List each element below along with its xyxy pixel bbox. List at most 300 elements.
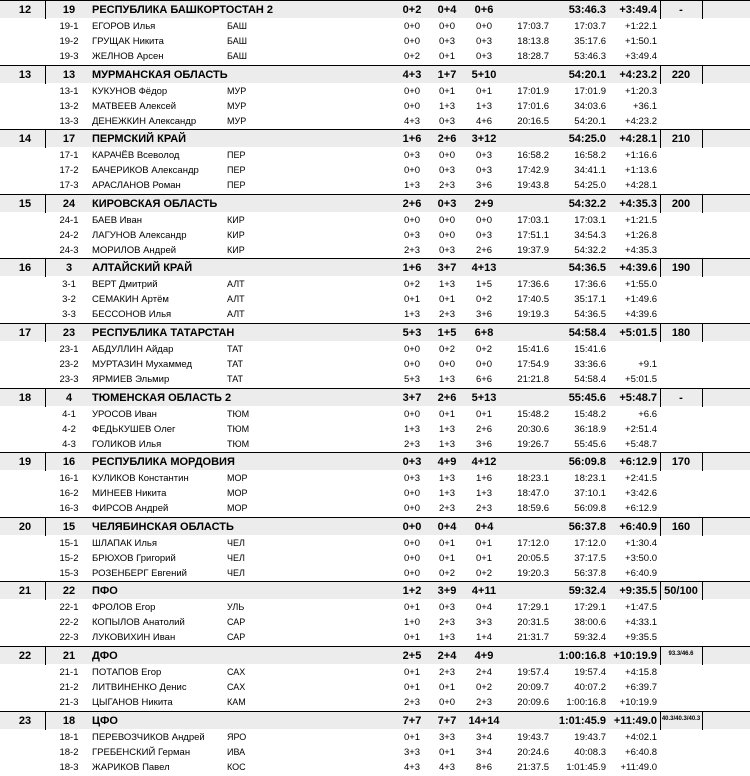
- column-divider: [45, 1, 46, 19]
- column-divider: [45, 518, 46, 536]
- athlete-shooting-total: 3+4: [475, 747, 493, 758]
- athlete-bib: 4-2: [62, 424, 76, 435]
- athlete-name: ЦЫГАНОВ Никита: [92, 697, 173, 708]
- column-divider: [660, 130, 661, 148]
- athlete-region: МУР: [227, 86, 247, 96]
- athlete-leg-time: 19:43.8: [517, 180, 549, 191]
- team-shooting-total: 0+6: [474, 4, 494, 16]
- athlete-shooting-standing: 0+1: [438, 86, 456, 97]
- athlete-time-behind: +6:12.9: [625, 503, 657, 514]
- athlete-time-behind: +3:50.0: [625, 553, 657, 564]
- athlete-leg-time: 19:43.7: [517, 732, 549, 743]
- athlete-shooting-prone: 0+2: [403, 279, 421, 290]
- athlete-time-behind: +2:41.5: [625, 473, 657, 484]
- athlete-shooting-total: 0+3: [475, 165, 493, 176]
- athlete-name: СЕМАКИН Артём: [92, 294, 169, 305]
- athlete-time-behind: +4:33.1: [625, 617, 657, 628]
- column-divider: [660, 324, 661, 342]
- athlete-cumulative-time: 16:58.2: [574, 150, 606, 161]
- athlete-name: КАРАЧЁВ Всеволод: [92, 150, 180, 161]
- athlete-row: [0, 19, 750, 34]
- athlete-name: ЖАРИКОВ Павел: [92, 762, 170, 773]
- team-place: 19: [18, 456, 32, 468]
- athlete-shooting-standing: 0+3: [438, 116, 456, 127]
- team-time: 59:32.4: [568, 585, 606, 597]
- athlete-time-behind: +11:49.0: [620, 762, 657, 773]
- team-points: 50/100: [664, 585, 698, 597]
- team-place: 15: [18, 198, 32, 210]
- athlete-shooting-total: 0+1: [475, 538, 493, 549]
- column-divider: [660, 582, 661, 600]
- team-shooting-total: 4+9: [474, 650, 494, 662]
- athlete-shooting-standing: 0+1: [438, 538, 456, 549]
- athlete-row: [0, 600, 750, 615]
- team-shooting-prone: 3+7: [402, 392, 422, 404]
- team-shooting-prone: 7+7: [402, 715, 422, 727]
- team-shooting-prone: 5+3: [402, 327, 422, 339]
- team-time: 54:58.4: [568, 327, 606, 339]
- team-bib: 3: [65, 262, 73, 274]
- team-row: [0, 129, 750, 147]
- team-time-behind: +4:39.6: [619, 262, 657, 274]
- athlete-shooting-total: 0+3: [475, 51, 493, 62]
- athlete-shooting-total: 2+6: [475, 245, 493, 256]
- athlete-bib: 4-1: [62, 409, 76, 420]
- athlete-bib: 24-2: [59, 230, 79, 241]
- athlete-shooting-total: 2+3: [475, 697, 493, 708]
- athlete-time-behind: +4:28.1: [625, 180, 657, 191]
- athlete-shooting-standing: 0+0: [438, 21, 456, 32]
- athlete-shooting-total: 0+4: [475, 602, 493, 613]
- athlete-leg-time: 17:12.0: [517, 538, 549, 549]
- athlete-time-behind: +9.1: [638, 359, 657, 370]
- athlete-cumulative-time: 15:48.2: [574, 409, 606, 420]
- athlete-region: ПЕР: [227, 165, 246, 175]
- athlete-bib: 4-3: [62, 439, 76, 450]
- team-shooting-standing: 0+4: [437, 521, 457, 533]
- athlete-shooting-prone: 0+0: [403, 344, 421, 355]
- athlete-shooting-standing: 0+1: [438, 747, 456, 758]
- athlete-shooting-prone: 0+0: [403, 101, 421, 112]
- team-shooting-total: 6+8: [474, 327, 494, 339]
- team-time-behind: +6:40.9: [619, 521, 657, 533]
- athlete-cumulative-time: 38:00.6: [574, 617, 606, 628]
- athlete-leg-time: 19:20.3: [517, 568, 549, 579]
- team-name: ТЮМЕНСКАЯ ОБЛАСТЬ 2: [92, 392, 232, 404]
- column-divider: [660, 259, 661, 277]
- athlete-region: ТАТ: [227, 374, 243, 384]
- athlete-cumulative-time: 15:41.6: [574, 344, 606, 355]
- athlete-bib: 15-2: [59, 553, 79, 564]
- team-shooting-standing: 3+9: [437, 585, 457, 597]
- column-divider: [702, 389, 703, 407]
- athlete-shooting-total: 0+1: [475, 553, 493, 564]
- athlete-cumulative-time: 35:17.1: [574, 294, 606, 305]
- athlete-shooting-standing: 2+3: [438, 667, 456, 678]
- column-divider: [702, 453, 703, 471]
- athlete-shooting-standing: 0+3: [438, 245, 456, 256]
- team-bib: 18: [62, 715, 76, 727]
- athlete-bib: 3-2: [62, 294, 76, 305]
- athlete-shooting-total: 1+4: [475, 632, 493, 643]
- athlete-region: ЧЕЛ: [227, 553, 245, 563]
- athlete-region: КИР: [227, 245, 245, 255]
- athlete-name: ПОТАПОВ Егор: [92, 667, 162, 678]
- athlete-shooting-standing: 0+2: [438, 344, 456, 355]
- athlete-time-behind: +3:42.6: [625, 488, 657, 499]
- athlete-cumulative-time: 34:41.1: [574, 165, 606, 176]
- athlete-shooting-prone: 2+3: [403, 697, 421, 708]
- team-points: 170: [671, 456, 691, 468]
- team-shooting-standing: 3+7: [437, 262, 457, 274]
- athlete-shooting-standing: 0+1: [438, 294, 456, 305]
- athlete-cumulative-time: 1:01:45.9: [566, 762, 606, 773]
- team-time: 1:01:45.9: [558, 715, 606, 727]
- athlete-row: [0, 551, 750, 566]
- team-bib: 17: [62, 133, 76, 145]
- athlete-leg-time: 21:31.7: [517, 632, 549, 643]
- athlete-time-behind: +1:55.0: [625, 279, 657, 290]
- athlete-region: ТАТ: [227, 344, 243, 354]
- athlete-cumulative-time: 17:29.1: [574, 602, 606, 613]
- athlete-region: БАШ: [227, 51, 247, 61]
- athlete-cumulative-time: 33:36.6: [574, 359, 606, 370]
- athlete-name: ГРУЩАК Никита: [92, 36, 164, 47]
- athlete-cumulative-time: 54:58.4: [574, 374, 606, 385]
- athlete-row: [0, 84, 750, 99]
- athlete-shooting-standing: 0+3: [438, 602, 456, 613]
- column-divider: [702, 582, 703, 600]
- athlete-leg-time: 21:21.8: [517, 374, 549, 385]
- team-shooting-standing: 2+6: [437, 133, 457, 145]
- team-shooting-standing: 0+3: [437, 198, 457, 210]
- team-points: 93.3/46.6: [668, 651, 694, 657]
- athlete-shooting-total: 0+3: [475, 150, 493, 161]
- athlete-name: ЯРМИЕВ Эльмир: [92, 374, 170, 385]
- athlete-row: [0, 228, 750, 243]
- athlete-shooting-total: 0+1: [475, 86, 493, 97]
- athlete-row: [0, 277, 750, 292]
- athlete-bib: 16-3: [59, 503, 79, 514]
- team-shooting-prone: 4+3: [402, 69, 422, 81]
- athlete-name: БАЕВ Иван: [92, 215, 142, 226]
- team-points: 190: [671, 262, 691, 274]
- team-place: 12: [18, 4, 32, 16]
- athlete-row: [0, 695, 750, 710]
- athlete-region: САХ: [227, 682, 246, 692]
- athlete-shooting-total: 0+1: [475, 409, 493, 420]
- team-bib: 21: [62, 650, 76, 662]
- athlete-region: МОР: [227, 473, 248, 483]
- team-points: 180: [671, 327, 691, 339]
- athlete-leg-time: 19:19.3: [517, 309, 549, 320]
- column-divider: [45, 389, 46, 407]
- athlete-leg-time: 19:57.4: [517, 667, 549, 678]
- athlete-row: [0, 357, 750, 372]
- athlete-shooting-standing: 1+3: [438, 439, 456, 450]
- athlete-shooting-prone: 2+3: [403, 245, 421, 256]
- athlete-name: УРОСОВ Иван: [92, 409, 157, 420]
- athlete-shooting-prone: 1+3: [403, 180, 421, 191]
- athlete-name: ЛАГУНОВ Александр: [92, 230, 187, 241]
- athlete-leg-time: 19:37.9: [517, 245, 549, 256]
- athlete-row: [0, 213, 750, 228]
- athlete-time-behind: +9:35.5: [625, 632, 657, 643]
- team-shooting-standing: 2+4: [437, 650, 457, 662]
- athlete-shooting-prone: 5+3: [403, 374, 421, 385]
- team-shooting-total: 5+13: [471, 392, 497, 404]
- athlete-shooting-standing: 0+1: [438, 682, 456, 693]
- athlete-name: ВЕРТ Дмитрий: [92, 279, 158, 290]
- athlete-shooting-total: 0+3: [475, 36, 493, 47]
- team-shooting-prone: 0+0: [402, 521, 422, 533]
- athlete-cumulative-time: 56:09.8: [574, 503, 606, 514]
- athlete-bib: 23-2: [59, 359, 79, 370]
- team-time-behind: +10:19.9: [613, 650, 657, 662]
- athlete-bib: 21-1: [59, 667, 79, 678]
- athlete-row: [0, 372, 750, 387]
- column-divider: [702, 195, 703, 213]
- athlete-row: [0, 292, 750, 307]
- column-divider: [702, 518, 703, 536]
- team-shooting-prone: 2+5: [402, 650, 422, 662]
- athlete-name: ЛИТВИНЕНКО Денис: [92, 682, 187, 693]
- athlete-bib: 15-3: [59, 568, 79, 579]
- athlete-bib: 3-3: [62, 309, 76, 320]
- athlete-shooting-total: 0+0: [475, 21, 493, 32]
- athlete-shooting-prone: 2+3: [403, 439, 421, 450]
- team-time-behind: +5:48.7: [619, 392, 657, 404]
- athlete-region: МУР: [227, 101, 247, 111]
- team-row: [0, 646, 750, 664]
- athlete-region: АЛТ: [227, 279, 245, 289]
- athlete-name: ДЕНЕЖКИН Александр: [92, 116, 197, 127]
- athlete-shooting-prone: 0+1: [403, 632, 421, 643]
- athlete-region: ТАТ: [227, 359, 243, 369]
- athlete-time-behind: +2:51.4: [625, 424, 657, 435]
- team-points: 160: [671, 521, 691, 533]
- team-points: -: [679, 4, 683, 16]
- athlete-name: ФЕДЬКУШЕВ Олег: [92, 424, 176, 435]
- athlete-region: БАШ: [227, 36, 247, 46]
- athlete-shooting-prone: 4+3: [403, 116, 421, 127]
- column-divider: [660, 1, 661, 19]
- team-shooting-total: 3+12: [471, 133, 497, 145]
- athlete-bib: 19-1: [59, 21, 79, 32]
- athlete-leg-time: 18:23.1: [517, 473, 549, 484]
- athlete-region: ТЮМ: [227, 424, 250, 434]
- athlete-region: САР: [227, 617, 246, 627]
- athlete-leg-time: 17:03.7: [517, 21, 549, 32]
- athlete-leg-time: 17:03.1: [517, 215, 549, 226]
- team-place: 22: [18, 650, 32, 662]
- athlete-time-behind: +4:15.8: [625, 667, 657, 678]
- column-divider: [660, 647, 661, 665]
- athlete-bib: 13-1: [59, 86, 79, 97]
- athlete-name: БАЧЕРИКОВ Александр: [92, 165, 199, 176]
- team-bib: 16: [62, 456, 76, 468]
- team-row: [0, 0, 750, 18]
- athlete-row: [0, 99, 750, 114]
- athlete-time-behind: +1:13.6: [625, 165, 657, 176]
- athlete-leg-time: 15:41.6: [517, 344, 549, 355]
- athlete-shooting-total: 8+6: [475, 762, 493, 773]
- athlete-bib: 22-2: [59, 617, 79, 628]
- athlete-cumulative-time: 19:43.7: [574, 732, 606, 743]
- column-divider: [45, 647, 46, 665]
- athlete-name: РОЗЕНБЕРГ Евгений: [92, 568, 187, 579]
- athlete-cumulative-time: 35:17.6: [574, 36, 606, 47]
- athlete-cumulative-time: 17:01.9: [574, 86, 606, 97]
- team-row: [0, 711, 750, 729]
- athlete-row: [0, 163, 750, 178]
- athlete-shooting-prone: 0+3: [403, 230, 421, 241]
- team-bib: 22: [62, 585, 76, 597]
- team-time-behind: +3:49.4: [619, 4, 657, 16]
- athlete-bib: 3-1: [62, 279, 76, 290]
- athlete-row: [0, 422, 750, 437]
- athlete-time-behind: +10:19.9: [619, 697, 657, 708]
- team-name: РЕСПУБЛИКА БАШКОРТОСТАН 2: [92, 4, 274, 16]
- athlete-region: ТЮМ: [227, 409, 250, 419]
- team-shooting-standing: 2+6: [437, 392, 457, 404]
- athlete-region: ЯРО: [227, 732, 247, 742]
- team-points: 220: [671, 69, 691, 81]
- team-place: 13: [18, 69, 32, 81]
- athlete-bib: 21-3: [59, 697, 79, 708]
- athlete-shooting-total: 2+3: [475, 503, 493, 514]
- athlete-shooting-prone: 0+1: [403, 667, 421, 678]
- team-name: РЕСПУБЛИКА ТАТАРСТАН: [92, 327, 235, 339]
- athlete-bib: 24-1: [59, 215, 79, 226]
- team-shooting-total: 4+13: [471, 262, 497, 274]
- athlete-time-behind: +1:49.6: [625, 294, 657, 305]
- athlete-shooting-prone: 0+0: [403, 488, 421, 499]
- team-name: ДФО: [92, 650, 118, 662]
- team-name: ЧЕЛЯБИНСКАЯ ОБЛАСТЬ: [92, 521, 234, 533]
- athlete-bib: 17-3: [59, 180, 79, 191]
- team-shooting-total: 0+4: [474, 521, 494, 533]
- athlete-shooting-prone: 0+0: [403, 503, 421, 514]
- athlete-leg-time: 18:59.6: [517, 503, 549, 514]
- athlete-row: [0, 34, 750, 49]
- athlete-shooting-standing: 0+3: [438, 36, 456, 47]
- team-shooting-standing: 7+7: [437, 715, 457, 727]
- athlete-leg-time: 15:48.2: [517, 409, 549, 420]
- team-bib: 23: [62, 327, 76, 339]
- athlete-cumulative-time: 54:25.0: [574, 180, 606, 191]
- athlete-region: ПЕР: [227, 150, 246, 160]
- team-bib: 15: [62, 521, 76, 533]
- team-time-behind: +6:12.9: [619, 456, 657, 468]
- athlete-shooting-standing: 1+3: [438, 279, 456, 290]
- athlete-bib: 18-2: [59, 747, 79, 758]
- athlete-time-behind: +5:01.5: [625, 374, 657, 385]
- athlete-name: ШЛАПАК Илья: [92, 538, 157, 549]
- team-shooting-total: 14+14: [468, 715, 500, 727]
- athlete-name: МАТВЕЕВ Алексей: [92, 101, 177, 112]
- team-shooting-standing: 4+9: [437, 456, 457, 468]
- athlete-shooting-total: 1+3: [475, 488, 493, 499]
- athlete-name: БРЮХОВ Григорий: [92, 553, 176, 564]
- athlete-shooting-standing: 1+3: [438, 473, 456, 484]
- athlete-row: [0, 307, 750, 322]
- team-row: [0, 258, 750, 276]
- athlete-cumulative-time: 1:00:16.8: [566, 697, 606, 708]
- athlete-cumulative-time: 54:36.5: [574, 309, 606, 320]
- athlete-cumulative-time: 17:03.1: [574, 215, 606, 226]
- team-row: [0, 581, 750, 599]
- athlete-shooting-total: 0+2: [475, 294, 493, 305]
- team-shooting-prone: 1+6: [402, 262, 422, 274]
- athlete-shooting-total: 4+6: [475, 116, 493, 127]
- athlete-time-behind: +1:22.1: [625, 21, 657, 32]
- athlete-shooting-prone: 0+3: [403, 150, 421, 161]
- athlete-shooting-prone: 0+0: [403, 538, 421, 549]
- athlete-shooting-standing: 0+1: [438, 51, 456, 62]
- team-row: [0, 323, 750, 341]
- column-divider: [45, 324, 46, 342]
- athlete-name: МОРИЛОВ Андрей: [92, 245, 177, 256]
- athlete-shooting-standing: 0+1: [438, 553, 456, 564]
- team-place: 14: [18, 133, 32, 145]
- team-time: 55:45.6: [568, 392, 606, 404]
- column-divider: [45, 582, 46, 600]
- athlete-leg-time: 17:01.6: [517, 101, 549, 112]
- athlete-shooting-total: 0+0: [475, 359, 493, 370]
- athlete-leg-time: 17:54.9: [517, 359, 549, 370]
- column-divider: [660, 518, 661, 536]
- athlete-bib: 16-2: [59, 488, 79, 499]
- athlete-row: [0, 243, 750, 258]
- column-divider: [45, 259, 46, 277]
- athlete-shooting-total: 2+6: [475, 424, 493, 435]
- athlete-cumulative-time: 40:08.3: [574, 747, 606, 758]
- athlete-time-behind: +4:23.2: [625, 116, 657, 127]
- athlete-time-behind: +5:48.7: [625, 439, 657, 450]
- athlete-bib: 19-2: [59, 36, 79, 47]
- athlete-region: КИР: [227, 230, 245, 240]
- athlete-name: ЕГОРОВ Илья: [92, 21, 156, 32]
- athlete-name: ФИРСОВ Андрей: [92, 503, 169, 514]
- athlete-bib: 23-1: [59, 344, 79, 355]
- athlete-cumulative-time: 18:23.1: [574, 473, 606, 484]
- athlete-name: ЖЕЛНОВ Арсен: [92, 51, 164, 62]
- athlete-shooting-standing: 1+3: [438, 101, 456, 112]
- team-row: [0, 65, 750, 83]
- athlete-shooting-prone: 0+0: [403, 359, 421, 370]
- athlete-shooting-prone: 0+0: [403, 568, 421, 579]
- athlete-time-behind: +6:39.7: [625, 682, 657, 693]
- team-shooting-total: 4+11: [471, 585, 497, 597]
- athlete-leg-time: 18:47.0: [517, 488, 549, 499]
- team-place: 23: [18, 715, 32, 727]
- column-divider: [702, 130, 703, 148]
- athlete-row: [0, 486, 750, 501]
- athlete-leg-time: 17:51.1: [517, 230, 549, 241]
- athlete-cumulative-time: 36:18.9: [574, 424, 606, 435]
- column-divider: [660, 389, 661, 407]
- athlete-cumulative-time: 56:37.8: [574, 568, 606, 579]
- athlete-name: АРАСЛАНОВ Роман: [92, 180, 181, 191]
- athlete-time-behind: +1:30.4: [625, 538, 657, 549]
- athlete-shooting-prone: 0+2: [403, 51, 421, 62]
- athlete-cumulative-time: 53:46.3: [574, 51, 606, 62]
- team-name: ПФО: [92, 585, 118, 597]
- team-time: 53:46.3: [568, 4, 606, 16]
- athlete-cumulative-time: 17:12.0: [574, 538, 606, 549]
- team-place: 16: [18, 262, 32, 274]
